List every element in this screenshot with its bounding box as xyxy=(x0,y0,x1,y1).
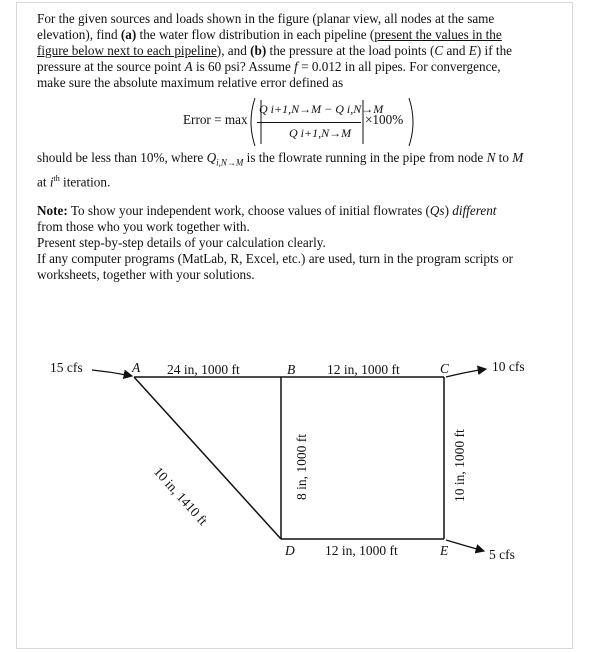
pipe-bd-label: 8 in, 1000 ft xyxy=(294,434,309,500)
note-text: To show your independent work, choose values of initial flowrates ( xyxy=(67,203,430,218)
node-a-label: A xyxy=(132,360,141,375)
node-ref: N xyxy=(486,150,496,165)
note-text: Present step-by-step details of your calculation clearly. xyxy=(37,235,326,250)
part-a-label: (a) xyxy=(120,27,137,42)
part-b-label: (b) xyxy=(250,43,267,58)
pipe-ad-label: 10 in, 1410 ft xyxy=(150,464,211,529)
condition-text: is the flowrate running in the pipe from node xyxy=(243,150,487,165)
friction-symbol: f xyxy=(294,59,298,74)
iteration-symbol: i xyxy=(49,174,54,190)
flow-symbol: Qs xyxy=(429,203,445,218)
node-ref: C xyxy=(434,43,444,58)
node-c-label: C xyxy=(440,361,450,376)
load-c-outflow-arrow xyxy=(446,369,486,377)
condition-text: at xyxy=(37,174,50,190)
problem-text: the pressure at the load points ( xyxy=(266,43,435,58)
load-e-outflow-arrow xyxy=(446,540,484,551)
problem-text: make sure the absolute maximum relative error defined as xyxy=(37,75,344,90)
node-ref: A xyxy=(184,59,193,74)
condition-text: to xyxy=(495,150,513,165)
problem-line-1: For the given sources and loads shown in the figure (planar view, all nodes at the same xyxy=(37,11,495,26)
pipe-bc-label: 12 in, 1000 ft xyxy=(327,362,400,377)
load-c-flow-label: 10 cfs xyxy=(492,359,525,374)
problem-text: ) if the xyxy=(476,43,513,58)
node-e-label: E xyxy=(440,543,449,558)
equation-factor: ×100% xyxy=(365,112,404,127)
source-flow-label: 15 cfs xyxy=(50,360,83,375)
problem-text: = 0.012 in all pipes. For convergence, xyxy=(297,59,501,74)
equation-denominator: Q i+1,N→M xyxy=(289,126,352,140)
node-b-label: B xyxy=(287,362,296,377)
note-text: If any computer programs (MatLab, R, Excel, etc.) are used, turn in the program scripts or xyxy=(37,251,514,266)
problem-text: ), and xyxy=(216,43,251,58)
problem-text: the water flow distribution in each pipeline ( xyxy=(136,27,375,42)
problem-text: pressure at the source point xyxy=(37,59,185,74)
flow-subscript: i,N→M xyxy=(216,157,244,168)
pipe-ce-label: 10 in, 1000 ft xyxy=(452,429,467,502)
equation-label: Error = max xyxy=(183,112,248,127)
problem-text: and xyxy=(443,43,469,58)
note-heading: Note: xyxy=(37,203,68,218)
node-d-label: D xyxy=(285,543,295,558)
node-ref: E xyxy=(468,43,477,58)
equation-numerator: Q i+1,N→M − Q i,N→M xyxy=(259,102,384,116)
node-ref: M xyxy=(512,150,524,165)
superscript: th xyxy=(53,173,60,183)
note-text: from those who you work together with. xyxy=(37,219,250,234)
condition-text: iteration. xyxy=(59,174,111,190)
flow-symbol: Q xyxy=(206,150,217,165)
condition-text: should be less than 10%, where xyxy=(37,150,207,165)
underlined-instruction: figure below next to each pipeline xyxy=(37,43,217,58)
note-text: ) xyxy=(444,203,453,218)
pipe-de-label: 12 in, 1000 ft xyxy=(325,543,398,558)
load-e-flow-label: 5 cfs xyxy=(489,547,515,562)
pipe-ab-label: 24 in, 1000 ft xyxy=(167,362,240,377)
underlined-instruction: present the values in the xyxy=(374,27,502,42)
problem-text: is 60 psi? Assume xyxy=(192,59,295,74)
problem-text: elevation), find xyxy=(37,27,121,42)
source-inflow-arrow xyxy=(92,370,132,376)
emphasis-text: different xyxy=(452,203,497,218)
note-text: worksheets, together with your solutions. xyxy=(37,267,255,282)
